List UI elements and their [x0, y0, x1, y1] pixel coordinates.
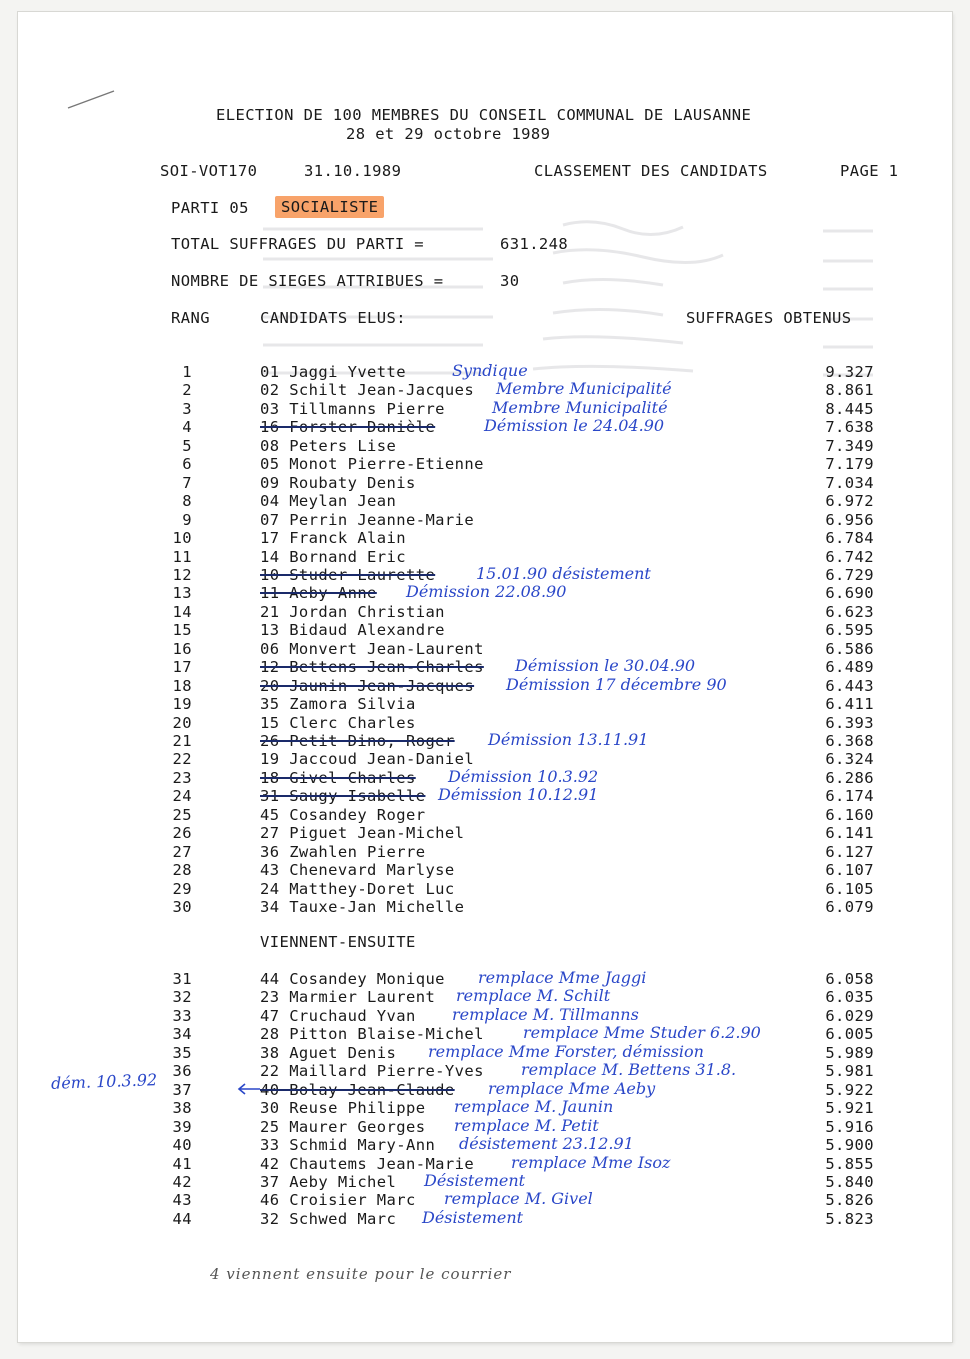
table-row [18, 988, 952, 1006]
handwritten-note: 15.01.90 désistement [476, 563, 651, 583]
table-row [18, 1004, 952, 1025]
candidate-name-cell: 25 Maurer Georges [260, 1117, 426, 1136]
votes-cell: 7.349 [825, 436, 874, 455]
rank-cell: 7 [182, 473, 192, 492]
table-row [18, 492, 952, 510]
votes-cell: 5.823 [825, 1209, 874, 1228]
candidate-name-cell: 02 Schilt Jean-Jacques [260, 381, 475, 400]
votes-cell: 6.035 [825, 988, 874, 1007]
candidate-name-cell: 16 Forster Danièle [260, 418, 436, 437]
candidate-name-cell: 14 Bornand Eric [260, 547, 406, 566]
handwritten-note: Démission 13.11.91 [488, 730, 649, 749]
candidate-name-cell: 06 Monvert Jean-Laurent [260, 639, 484, 658]
table-row [18, 548, 952, 566]
table-row [18, 695, 952, 713]
handwritten-note: désistement 23.12.91 [459, 1134, 634, 1154]
votes-cell: 5.840 [825, 1172, 874, 1191]
votes-cell: 6.160 [825, 805, 874, 824]
handwritten-note: remplace Mme Jaggi [478, 968, 647, 987]
votes-cell: 6.784 [825, 529, 874, 548]
handwritten-note: Démission 22.08.90 [406, 582, 567, 602]
handwritten-note: Désistement [422, 1207, 524, 1227]
votes-cell: 6.742 [825, 547, 874, 566]
rank-cell: 39 [172, 1117, 192, 1136]
votes-cell: 9.327 [825, 363, 874, 381]
candidate-name-cell: 38 Aguet Denis [260, 1043, 397, 1062]
handwritten-note: remplace M. Petit [454, 1115, 599, 1135]
rank-cell: 15 [172, 621, 192, 640]
votes-cell: 6.174 [825, 787, 874, 806]
rank-cell: 13 [172, 584, 192, 603]
page-number: PAGE 1 [840, 162, 899, 180]
rank-cell: 26 [172, 824, 192, 843]
table-row [18, 1136, 952, 1154]
table-row [18, 824, 952, 842]
votes-cell: 5.826 [825, 1191, 874, 1210]
votes-cell: 6.141 [825, 824, 874, 843]
rank-cell: 6 [182, 455, 192, 474]
handwritten-note: remplace M. Bettens 31.8. [521, 1060, 737, 1080]
votes-cell: 6.079 [825, 898, 874, 917]
report-name: CLASSEMENT DES CANDIDATS [534, 162, 768, 180]
handwritten-note: Syndique [452, 361, 528, 380]
handwritten-note: remplace Mme Isoz [511, 1152, 671, 1172]
rank-cell: 43 [172, 1191, 192, 1210]
seats-label: NOMBRE DE SIEGES ATTRIBUES = [171, 272, 444, 290]
table-row [18, 1041, 952, 1062]
votes-cell: 6.105 [825, 879, 874, 898]
total-suffrages-label: TOTAL SUFFRAGES DU PARTI = [171, 235, 425, 253]
votes-cell: 6.058 [825, 970, 874, 988]
votes-cell: 7.638 [825, 418, 874, 437]
rank-cell: 14 [172, 602, 192, 621]
votes-cell: 6.586 [825, 639, 874, 658]
table-row [18, 455, 952, 473]
votes-cell: 5.989 [825, 1043, 874, 1062]
candidate-name-cell: 45 Cosandey Roger [260, 805, 426, 824]
rank-cell: 23 [172, 768, 192, 787]
votes-cell: 6.368 [825, 732, 874, 750]
rank-cell: 16 [172, 639, 192, 658]
votes-cell: 6.729 [825, 565, 874, 584]
table-row [18, 880, 952, 898]
candidate-name-cell: 12 Bettens Jean-Charles [260, 658, 484, 677]
handwritten-note: remplace M. Tillmanns [452, 1004, 639, 1024]
candidate-name-cell: 40 Bolay Jean-Claude [260, 1080, 455, 1099]
table-row [18, 806, 952, 824]
table-row [18, 1062, 952, 1080]
candidate-name-cell: 36 Zwahlen Pierre [260, 842, 426, 861]
table-row [18, 563, 952, 584]
candidate-name-cell: 46 Croisier Marc [260, 1191, 416, 1210]
rank-cell: 21 [172, 732, 192, 750]
handwritten-note: Désistement [424, 1170, 526, 1190]
table-row [18, 640, 952, 658]
rank-cell: 32 [172, 988, 192, 1007]
table-row [18, 898, 952, 916]
rank-cell: 27 [172, 842, 192, 861]
votes-cell: 8.445 [825, 399, 874, 418]
table-row [18, 511, 952, 529]
votes-cell: 6.623 [825, 602, 874, 621]
handwritten-note: remplace M. Givel [444, 1189, 593, 1209]
rank-cell: 44 [172, 1209, 192, 1228]
handwritten-note: Démission 10.12.91 [438, 785, 599, 805]
votes-cell: 6.324 [825, 750, 874, 769]
candidate-name-cell: 08 Peters Lise [260, 436, 397, 455]
candidate-name-cell: 20 Jaunin Jean-Jacques [260, 676, 475, 695]
candidate-name-cell: 35 Zamora Silvia [260, 695, 416, 714]
rank-cell: 17 [172, 658, 192, 677]
table-row [18, 787, 952, 805]
rank-cell: 19 [172, 695, 192, 714]
candidate-name-cell: 17 Franck Alain [260, 529, 406, 548]
candidate-name-cell: 09 Roubaty Denis [260, 473, 416, 492]
handwritten-note: Démission le 24.04.90 [484, 416, 665, 436]
election-title: ELECTION DE 100 MEMBRES DU CONSEIL COMMUNAL DE LAUSANNE [216, 106, 752, 124]
votes-cell: 5.921 [825, 1099, 874, 1118]
candidate-name-cell: 03 Tillmanns Pierre [260, 399, 445, 418]
candidate-name-cell: 11 Aeby Anne [260, 584, 377, 603]
rank-cell: 33 [172, 1006, 192, 1025]
footer-handwritten-note: 4 viennent ensuite pour le courrier [210, 1265, 512, 1283]
table-row [18, 1191, 952, 1209]
handwritten-note: remplace Mme Aeby [488, 1078, 656, 1098]
rank-cell: 20 [172, 713, 192, 732]
candidate-name-cell: 21 Jordan Christian [260, 602, 445, 621]
rank-cell: 30 [172, 898, 192, 917]
table-row [18, 750, 952, 768]
votes-cell: 6.127 [825, 842, 874, 861]
votes-cell: 6.690 [825, 584, 874, 603]
total-suffrages-value: 631.248 [500, 235, 569, 253]
candidate-name-cell: 05 Monot Pierre-Etienne [260, 455, 484, 474]
votes-cell: 8.861 [825, 381, 874, 400]
next-section-heading: VIENNENT-ENSUITE [260, 933, 416, 951]
rank-cell: 4 [182, 418, 192, 437]
rank-cell: 2 [182, 381, 192, 400]
handwritten-note: remplace Mme Studer 6.2.90 [523, 1023, 761, 1043]
column-header-elected: CANDIDATS ELUS: [260, 309, 406, 327]
table-row [18, 381, 952, 399]
candidate-name-cell: 27 Piguet Jean-Michel [260, 824, 465, 843]
votes-cell: 7.179 [825, 455, 874, 474]
candidate-name-cell: 18 Givel Charles [260, 768, 416, 787]
rank-cell: 24 [172, 787, 192, 806]
rank-cell: 36 [172, 1062, 192, 1081]
candidate-name-cell: 19 Jaccoud Jean-Daniel [260, 750, 475, 769]
votes-cell: 6.443 [825, 676, 874, 695]
table-row [18, 1207, 952, 1228]
handwritten-note: Démission 10.3.92 [448, 766, 599, 786]
table-row [18, 584, 952, 602]
votes-cell: 6.972 [825, 492, 874, 511]
table-row [18, 621, 952, 639]
handwritten-note: Démission le 30.04.90 [515, 656, 696, 676]
table-row [18, 437, 952, 455]
rank-cell: 5 [182, 436, 192, 455]
seats-value: 30 [500, 272, 520, 290]
candidate-name-cell: 43 Chenevard Marlyse [260, 861, 455, 880]
rank-cell: 25 [172, 805, 192, 824]
rank-cell: 3 [182, 399, 192, 418]
rank-cell: 38 [172, 1099, 192, 1118]
table-row [18, 363, 952, 381]
table-row [18, 418, 952, 436]
column-header-rank: RANG [171, 309, 210, 327]
rank-cell: 1 [182, 363, 192, 381]
table-row [18, 1099, 952, 1117]
table-row [18, 1025, 952, 1043]
table-row [18, 732, 952, 750]
report-id: SOI-VOT170 [160, 162, 258, 180]
votes-cell: 6.107 [825, 861, 874, 880]
votes-cell: 5.981 [825, 1062, 874, 1081]
document-page [18, 12, 952, 1342]
candidate-name-cell: 34 Tauxe-Jan Michelle [260, 898, 465, 917]
table-row [18, 766, 952, 787]
votes-cell: 5.922 [825, 1080, 874, 1099]
votes-cell: 6.286 [825, 768, 874, 787]
rank-cell: 28 [172, 861, 192, 880]
candidate-name-cell: 26 Petit Dino, Roger [260, 732, 455, 750]
candidate-name-cell: 23 Marmier Laurent [260, 988, 436, 1007]
table-row [18, 1115, 952, 1136]
candidate-name-cell: 04 Meylan Jean [260, 492, 397, 511]
rank-cell: 34 [172, 1025, 192, 1044]
candidate-name-cell: 24 Matthey-Doret Luc [260, 879, 455, 898]
party-name-highlight: SOCIALISTE [275, 196, 384, 218]
column-header-votes: SUFFRAGES OBTENUS [686, 309, 852, 327]
votes-cell: 5.900 [825, 1136, 874, 1155]
table-row [18, 1078, 952, 1099]
rank-cell: 12 [172, 565, 192, 584]
votes-cell: 5.916 [825, 1117, 874, 1136]
table-row [18, 658, 952, 676]
handwritten-note: remplace M. Schilt [456, 986, 611, 1006]
table-row [18, 674, 952, 695]
rank-cell: 37 [172, 1080, 192, 1099]
rank-cell: 18 [172, 676, 192, 695]
rank-cell: 35 [172, 1043, 192, 1062]
candidate-name-cell: 13 Bidaud Alexandre [260, 621, 445, 640]
candidate-name-cell: 28 Pitton Blaise-Michel [260, 1025, 484, 1044]
candidate-name-cell: 37 Aeby Michel [260, 1172, 397, 1191]
votes-cell: 6.393 [825, 713, 874, 732]
table-row [18, 529, 952, 547]
votes-cell: 6.489 [825, 658, 874, 677]
rank-cell: 9 [182, 510, 192, 529]
candidate-name-cell: 44 Cosandey Monique [260, 970, 445, 988]
party-code: PARTI 05 [171, 199, 249, 217]
rank-cell: 29 [172, 879, 192, 898]
candidate-name-cell: 32 Schwed Marc [260, 1209, 397, 1228]
table-row [18, 397, 952, 418]
candidate-name-cell: 01 Jaggi Yvette [260, 363, 406, 381]
votes-cell: 6.411 [825, 695, 874, 714]
candidate-name-cell: 42 Chautems Jean-Marie [260, 1154, 475, 1173]
rank-cell: 40 [172, 1136, 192, 1155]
handwritten-note: Démission 17 décembre 90 [506, 674, 727, 694]
candidate-name-cell: 22 Maillard Pierre-Yves [260, 1062, 484, 1081]
votes-cell: 6.005 [825, 1025, 874, 1044]
table-row [18, 843, 952, 861]
table-row [18, 474, 952, 492]
margin-handwritten-note: dém. 10.3.92 [50, 1070, 158, 1093]
candidate-name-cell: 30 Reuse Philippe [260, 1099, 426, 1118]
rank-cell: 8 [182, 492, 192, 511]
rank-cell: 11 [172, 547, 192, 566]
candidate-name-cell: 15 Clerc Charles [260, 713, 416, 732]
handwritten-note: remplace Mme Forster, démission [428, 1041, 704, 1061]
votes-cell: 6.029 [825, 1006, 874, 1025]
handwritten-note: Membre Municipalité [496, 379, 672, 399]
table-row [18, 1152, 952, 1173]
report-date: 31.10.1989 [304, 162, 402, 180]
rank-cell: 22 [172, 750, 192, 769]
votes-cell: 7.034 [825, 473, 874, 492]
arrow-left-icon [236, 1082, 262, 1096]
rank-cell: 10 [172, 529, 192, 548]
candidate-name-cell: 47 Cruchaud Yvan [260, 1006, 416, 1025]
rank-cell: 31 [172, 970, 192, 988]
table-row [18, 1170, 952, 1191]
rank-cell: 42 [172, 1172, 192, 1191]
election-dates: 28 et 29 octobre 1989 [346, 125, 551, 143]
rank-cell: 41 [172, 1154, 192, 1173]
candidate-name-cell: 33 Schmid Mary-Ann [260, 1136, 436, 1155]
handwritten-note: Membre Municipalité [492, 397, 668, 417]
table-row [18, 970, 952, 988]
table-row [18, 603, 952, 621]
votes-cell: 6.956 [825, 510, 874, 529]
handwritten-note: remplace M. Jaunin [454, 1097, 614, 1117]
votes-cell: 5.855 [825, 1154, 874, 1173]
candidate-name-cell: 07 Perrin Jeanne-Marie [260, 510, 475, 529]
table-row [18, 714, 952, 732]
candidate-name-cell: 31 Saugy Isabelle [260, 787, 426, 806]
votes-cell: 6.595 [825, 621, 874, 640]
table-row [18, 861, 952, 879]
pencil-mark [66, 88, 118, 112]
candidate-name-cell: 10 Studer Laurette [260, 565, 436, 584]
